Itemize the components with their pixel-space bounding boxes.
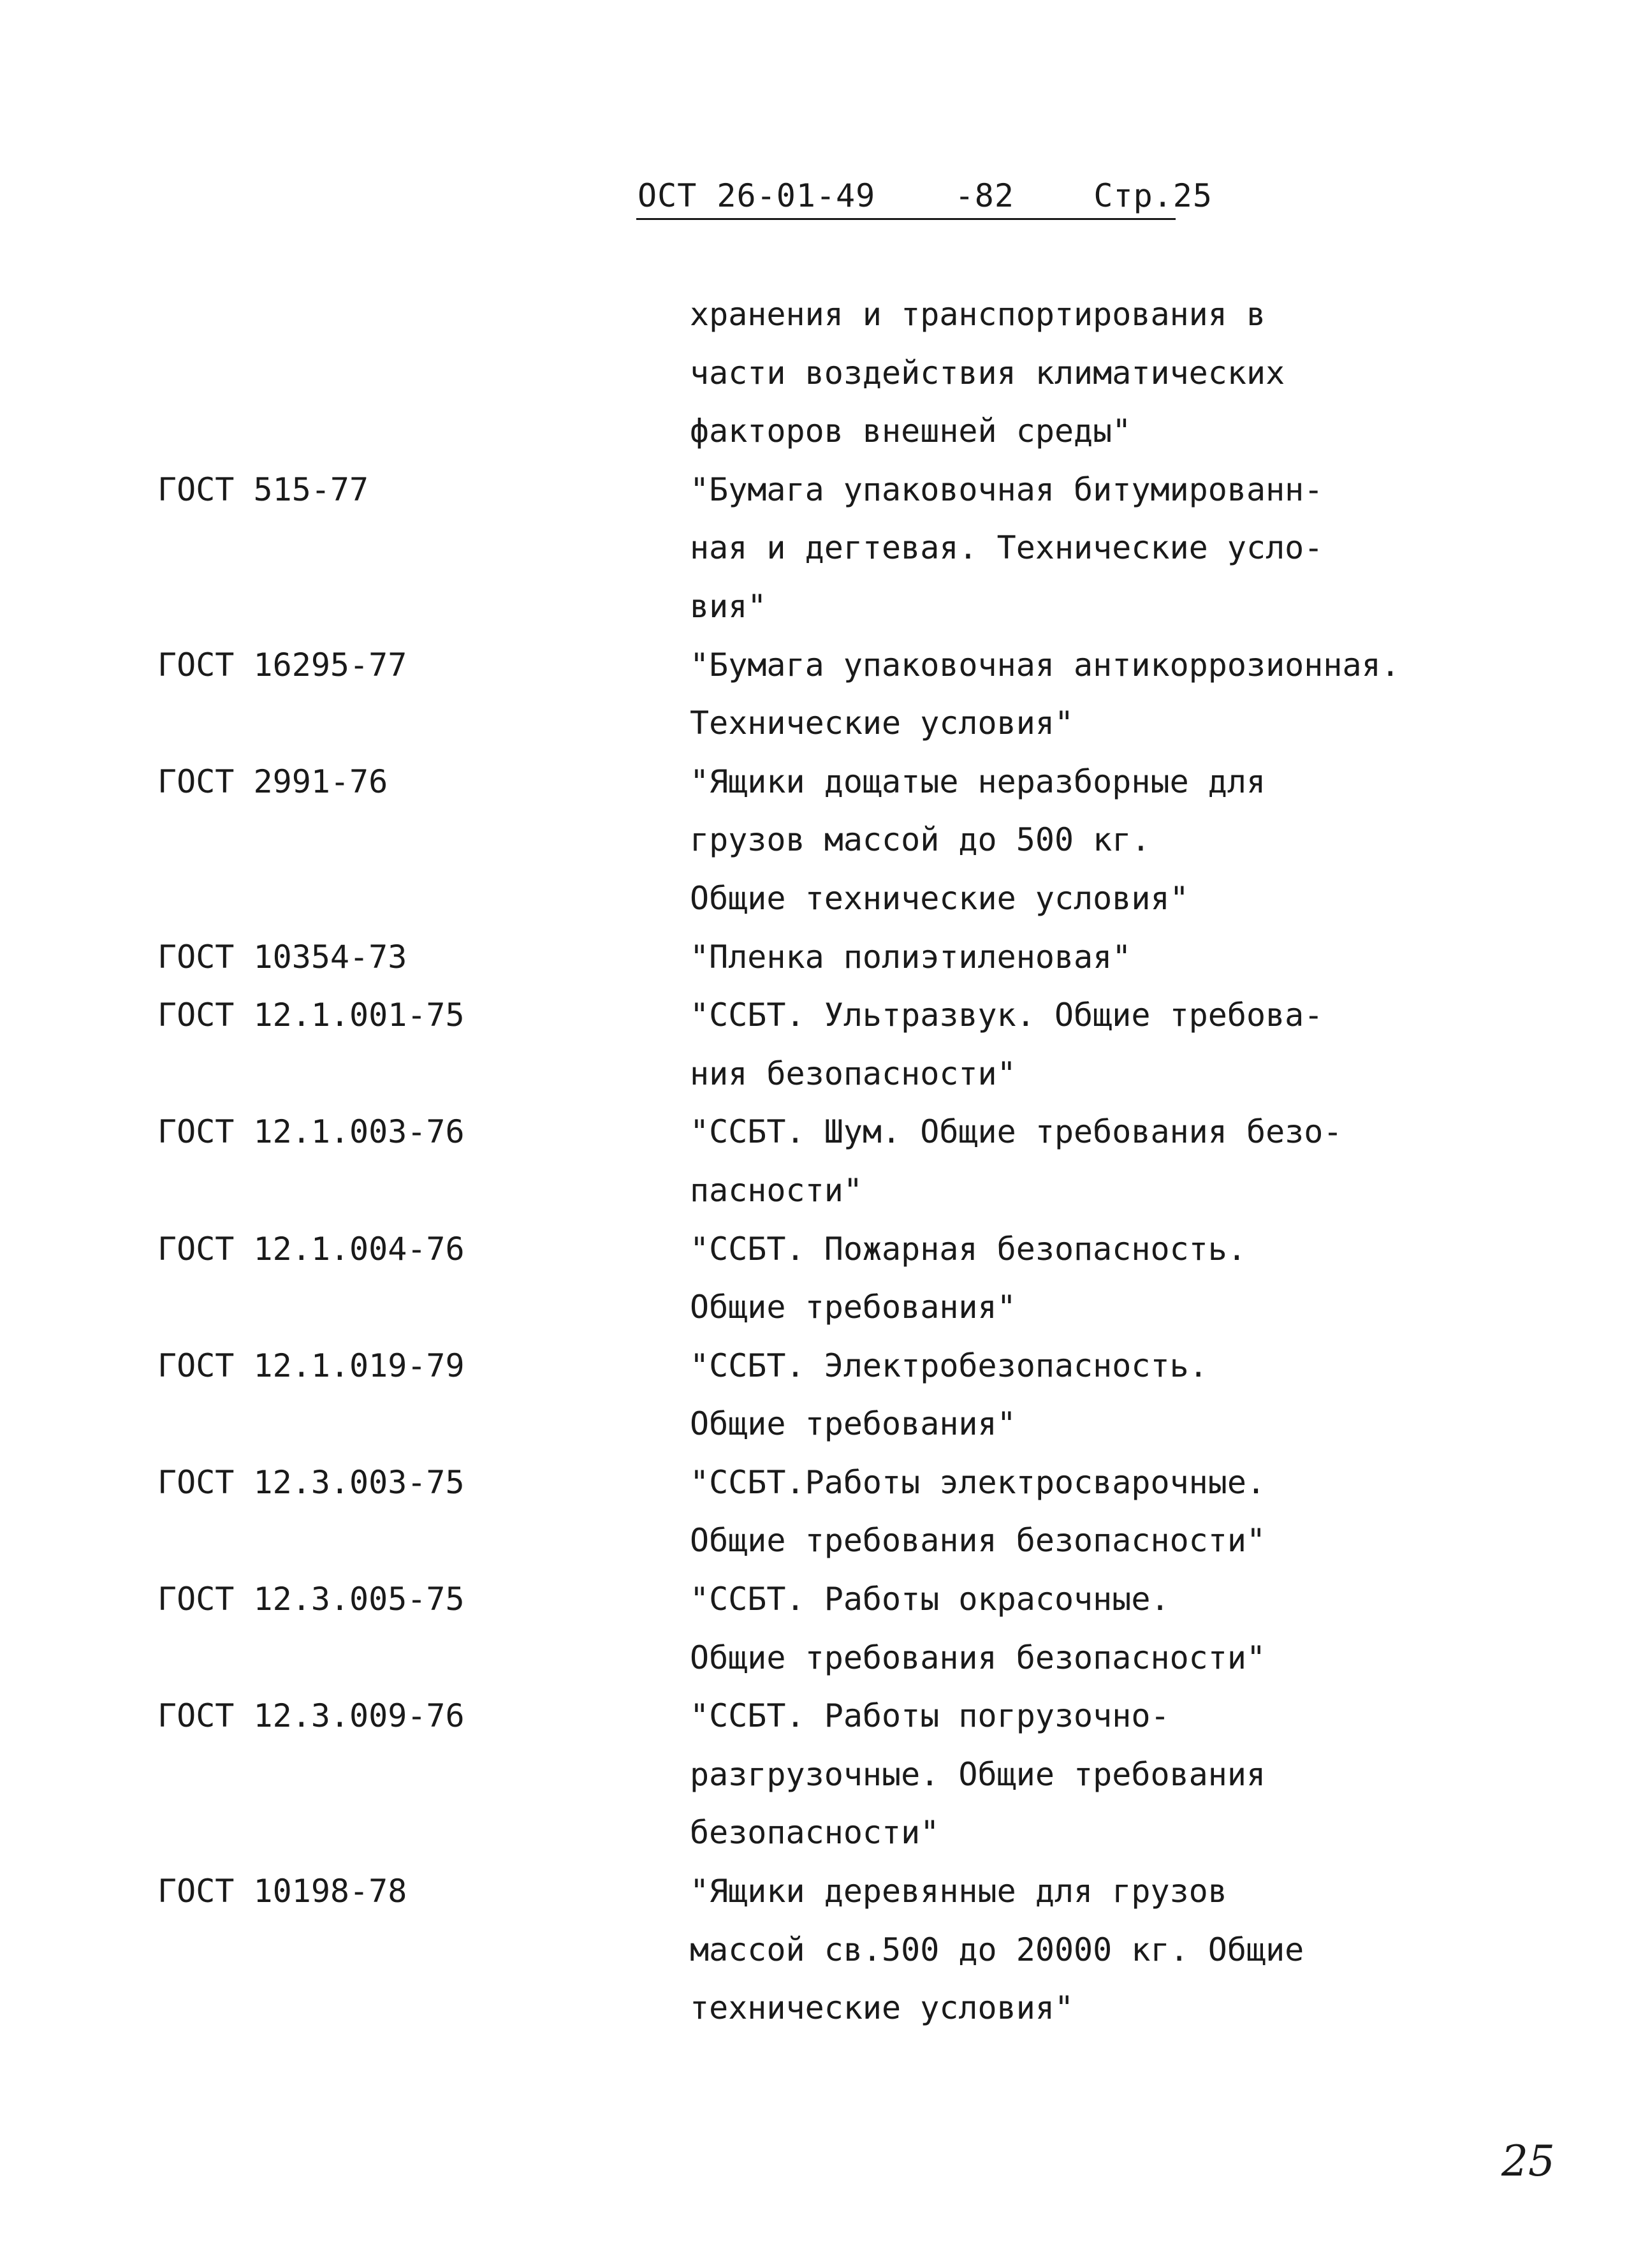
entry-description [690,286,1519,461]
description-line: Технические условия" [690,705,1074,742]
standard-entry [0,753,1627,928]
standard-code: ГОСТ 515-77 [157,471,369,508]
description-line: "ССБТ. Работы окрасочные. [690,1581,1170,1618]
entry-description [690,1103,1519,1220]
continuation-entry [0,286,1627,461]
description-line: "Ящики дощатые неразборные для [690,763,1266,800]
description-line: ная и дегтевая. Технические усло- [690,529,1324,567]
description-line: "ССБТ. Ультразвук. Общие требова- [690,997,1324,1034]
standard-code: ГОСТ 12.1.001-75 [157,997,465,1034]
description-line: "ССБТ. Шум. Общие требования безо- [690,1113,1343,1151]
description-line: Общие требования" [690,1289,1016,1326]
entry-description [690,1220,1519,1337]
standard-code: ГОСТ 2991-76 [157,763,388,800]
standard-entry [0,636,1627,753]
description-line: Общие требования" [690,1405,1016,1443]
description-line: "ССБТ. Электробезопасность. [690,1347,1208,1384]
handwritten-page-number: 25 [1501,2137,1555,2186]
standard-entry [0,1337,1627,1454]
entry-description [690,1687,1519,1862]
standards-list [0,286,1627,2038]
description-line: факторов внешней среды" [690,413,1132,450]
standard-entry [0,928,1627,987]
description-line: "Бумага упаковочная битумированн- [690,471,1324,508]
description-line: "ССБТ. Пожарная безопасность. [690,1230,1246,1268]
standard-entry [0,461,1627,636]
description-line: вия" [690,587,767,625]
description-line: грузов массой до 500 кг. [690,821,1151,859]
standard-code: ГОСТ 12.1.019-79 [157,1347,465,1384]
description-line: массой св.500 до 20000 кг. Общие [690,1931,1304,1968]
header-underline [636,218,1176,220]
entry-description [690,1570,1519,1687]
description-line: ния безопасности" [690,1055,1016,1092]
standard-code: ГОСТ 12.3.005-75 [157,1581,465,1618]
standard-entry [0,1103,1627,1220]
standard-code: ГОСТ 10198-78 [157,1873,407,1910]
description-line: части воздействия климатических [690,354,1285,391]
description-line: Общие требования безопасности" [690,1522,1266,1560]
entry-description [690,928,1519,987]
description-line: "Ящики деревянные для грузов [690,1873,1227,1910]
standard-code: ГОСТ 12.1.003-76 [157,1113,465,1151]
description-line: разгрузочные. Общие требования [690,1755,1266,1793]
entry-description [690,753,1519,928]
description-line: пасности" [690,1171,863,1209]
description-line: "ССБТ. Работы погрузочно- [690,1697,1170,1735]
page-header: ОСТ 26-01-49 -82 Стр.25 [638,177,1213,214]
standard-code: ГОСТ 12.3.009-76 [157,1697,465,1735]
description-line: Общие требования безопасности" [690,1639,1266,1676]
description-line: технические условия" [690,1989,1074,2027]
standard-entry [0,986,1627,1103]
standard-code: ГОСТ 16295-77 [157,646,407,684]
description-line: "ССБТ.Работы электросварочные. [690,1463,1266,1501]
entry-description [690,461,1519,636]
entry-description [690,1862,1519,2038]
entry-description [690,1337,1519,1454]
description-line: "Бумага упаковочная антикоррозионная. [690,646,1400,684]
description-line: Общие технические условия" [690,879,1189,917]
description-line: хранения и транспортирования в [690,296,1266,333]
description-line: безопасности" [690,1814,940,1852]
entry-description [690,986,1519,1103]
standard-entry [0,1220,1627,1337]
standard-entry [0,1570,1627,1687]
description-line: "Пленка полиэтиленовая" [690,938,1132,976]
standard-entry [0,1862,1627,2038]
standard-code: ГОСТ 12.1.004-76 [157,1230,465,1268]
entry-description [690,1454,1519,1570]
standard-entry [0,1454,1627,1570]
standard-entry [0,1687,1627,1862]
standard-code: ГОСТ 12.3.003-75 [157,1463,465,1501]
standard-code: ГОСТ 10354-73 [157,938,407,976]
entry-description [690,636,1519,753]
